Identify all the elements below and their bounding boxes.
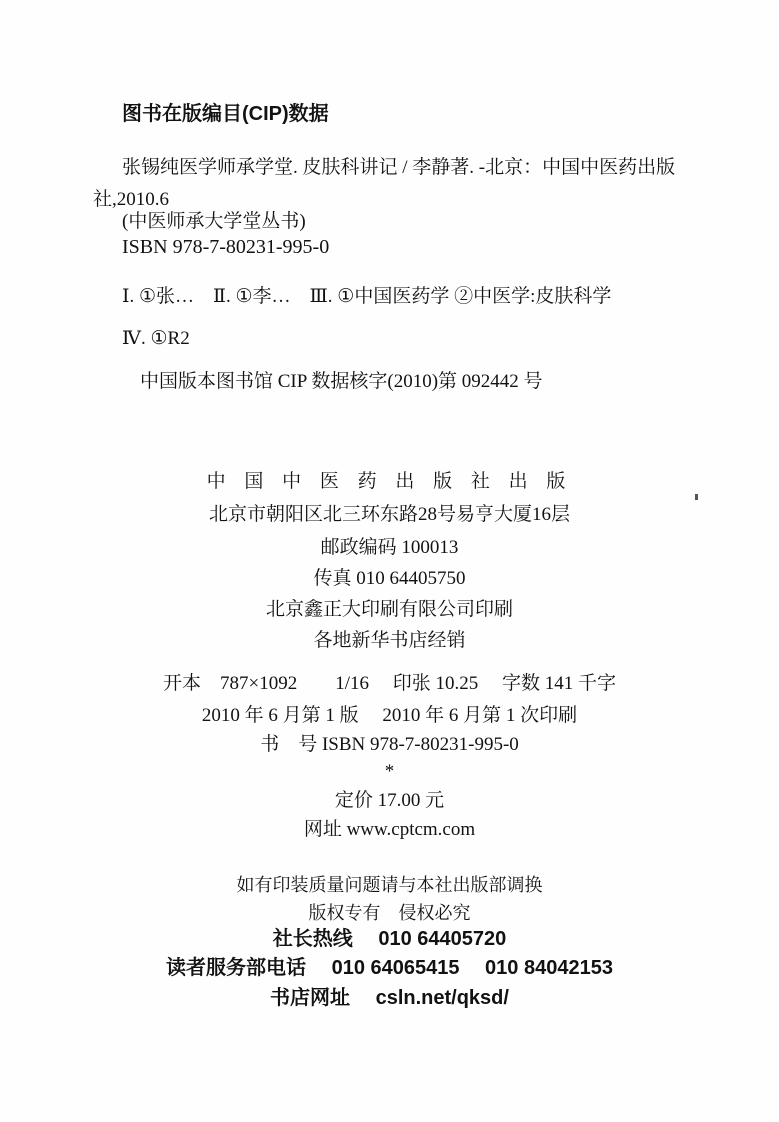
publisher-address: 北京市朝阳区北三环东路28号易亨大厦16层 xyxy=(208,504,570,525)
website-line: 网址 www.cptcm.com xyxy=(303,819,476,840)
cip-registry-number: 中国版本图书馆 CIP 数据核字(2010)第 092442 号 xyxy=(140,371,543,392)
printer-name: 北京鑫正大印刷有限公司印刷 xyxy=(265,599,513,620)
hotline-line: 社长热线 010 64405720 xyxy=(272,928,507,950)
quality-notice: 如有印装质量问题请与本社出版部调换 xyxy=(236,875,543,895)
cip-classification-line2: Ⅳ. ①R2 xyxy=(122,328,190,349)
scan-artifact-speck xyxy=(695,494,698,500)
cip-heading: 图书在版编目(CIP)数据 xyxy=(122,103,329,125)
bookstore-url-line: 书店网址 csln.net/qksd/ xyxy=(270,987,509,1009)
publisher-fax: 传真 010 64405750 xyxy=(313,568,466,589)
cip-description-line2: 社,2010.6 xyxy=(93,189,170,210)
separator-asterisk: * xyxy=(384,761,395,782)
copyright-notice: 版权专有 侵权必究 xyxy=(308,903,471,923)
publisher-name: 中 国 中 医 药 出 版 社 出 版 xyxy=(206,471,573,492)
book-number: 书 号 ISBN 978-7-80231-995-0 xyxy=(260,734,519,755)
print-edition: 2010 年 6 月第 1 版 2010 年 6 月第 1 次印刷 xyxy=(201,705,578,726)
distribution-line: 各地新华书店经销 xyxy=(313,630,466,651)
reader-service-line: 读者服务部电话 010 64065415 010 84042153 xyxy=(166,957,613,979)
print-format: 开本 787×1092 1/16 印张 10.25 字数 141 千字 xyxy=(163,673,616,694)
price-line: 定价 17.00 元 xyxy=(334,790,445,811)
cip-classification-line1: Ⅰ. ①张… Ⅱ. ①李… Ⅲ. ①中国医药学 ②中医学:皮肤科学 xyxy=(122,286,612,307)
publisher-postal-code: 邮政编码 100013 xyxy=(320,537,459,558)
cip-series-title: (中医师承大学堂丛书) xyxy=(122,211,306,232)
cip-isbn: ISBN 978-7-80231-995-0 xyxy=(122,236,330,258)
cip-description-line1: 张锡纯医学师承学堂. 皮肤科讲记 / 李静著. -北京：中国中医药出版 xyxy=(122,157,676,178)
